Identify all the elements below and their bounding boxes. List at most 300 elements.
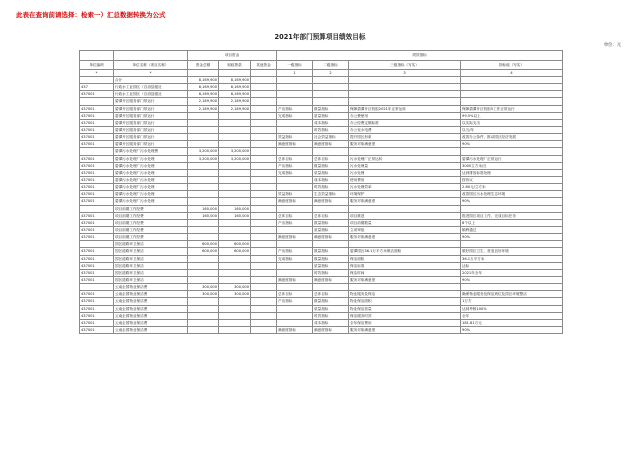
header-level2-indicator: 二级指标 — [313, 60, 349, 70]
level1-indicator-cell — [277, 269, 313, 276]
unit-name-cell: 碧潭开区服务部门常运行 — [114, 134, 188, 141]
indicator-value-cell — [461, 284, 563, 291]
fiscal-funds-cell: 3,200,000 — [219, 148, 251, 155]
unit-code-cell: 437001 — [80, 198, 114, 205]
other-funds-cell — [251, 305, 277, 312]
level3-indicator-cell: 环境保护 — [349, 191, 461, 198]
total-funds-cell — [188, 162, 219, 169]
level3-indicator-cell: 服务对象满意度 — [349, 198, 461, 205]
level1-indicator-cell — [277, 148, 313, 155]
level2-indicator-cell — [313, 84, 349, 91]
level1-indicator-cell — [277, 98, 313, 105]
other-funds-cell — [251, 155, 277, 162]
unit-code-cell: 437001 — [80, 162, 114, 169]
other-funds-cell — [251, 119, 277, 126]
table-row — [80, 98, 563, 105]
level1-indicator-cell — [277, 184, 313, 191]
fiscal-funds-cell — [219, 198, 251, 205]
unit-code-cell: 437001 — [80, 226, 114, 233]
total-funds-cell — [188, 226, 219, 233]
table-row — [80, 269, 563, 276]
level3-indicator-cell: 办公经费定额标准 — [349, 119, 461, 126]
total-funds-cell — [188, 269, 219, 276]
level3-indicator-cell: 污水处理厂正常运转 — [349, 155, 461, 162]
table-row — [80, 241, 563, 248]
unit-name-cell: 云南企园物业保洁费 — [114, 305, 188, 312]
fiscal-funds-cell — [219, 298, 251, 305]
level3-indicator-cell — [349, 205, 461, 212]
unit-name-cell: 云南企园物业保洁费 — [114, 291, 188, 298]
other-funds-cell — [251, 226, 277, 233]
other-funds-cell — [251, 276, 277, 283]
indicator-value-cell: 90% — [461, 141, 563, 148]
unit-name-cell: 项目前期工作经费 — [114, 226, 188, 233]
unit-code-cell: 437001 — [80, 298, 114, 305]
unit-code-cell: 437001 — [80, 119, 114, 126]
table-row — [80, 198, 563, 205]
level2-indicator-cell: 社会效益指标 — [313, 134, 349, 141]
level2-indicator-cell: 数量指标 — [313, 219, 349, 226]
total-funds-cell: 8,169,900 — [188, 91, 219, 98]
unit-name-cell: 云南企园物业保洁费 — [114, 326, 188, 333]
level3-indicator-cell: 碧潭园区36.1万平方米保洁面积 — [349, 248, 461, 255]
unit-name-cell: 云南企园物业保洁费 — [114, 319, 188, 326]
level2-indicator-cell: 生态效益指标 — [313, 191, 349, 198]
level3-indicator-cell: 物业保洁质量 — [349, 305, 461, 312]
table-row — [80, 234, 563, 241]
level2-indicator-cell: 质量指标 — [313, 112, 349, 119]
other-funds-cell — [251, 191, 277, 198]
unit-name-cell: 碧潭污水处理厂污水处理 — [114, 162, 188, 169]
level3-indicator-cell: 污水处理量 — [349, 162, 461, 169]
header-unit-name: 单位名称（项目名称） — [114, 60, 188, 70]
fiscal-funds-cell — [219, 134, 251, 141]
table-row — [80, 291, 563, 298]
indicator-value-cell: 1万方 — [461, 298, 563, 305]
total-funds-cell — [188, 184, 219, 191]
unit-code-cell: 437001 — [80, 126, 114, 133]
indicator-value-cell — [461, 241, 563, 248]
level1-indicator-cell — [277, 262, 313, 269]
table-row — [80, 319, 563, 326]
unit-code-cell: 437001 — [80, 91, 114, 98]
unit-name-cell: 云南企园物业保洁费 — [114, 312, 188, 319]
fiscal-funds-cell: 300,000 — [219, 291, 251, 298]
level3-indicator-cell — [349, 284, 461, 291]
level2-indicator-cell — [313, 205, 349, 212]
unit-name-cell: 行政水工业园区（自治县级社 — [114, 84, 188, 91]
level2-indicator-cell — [313, 91, 349, 98]
level3-indicator-cell: 立项审批 — [349, 226, 461, 233]
level2-indicator-cell: 满意度指标 — [313, 141, 349, 148]
other-funds-cell — [251, 162, 277, 169]
other-funds-cell — [251, 284, 277, 291]
level1-indicator-cell — [277, 77, 313, 84]
total-funds-cell — [188, 298, 219, 305]
indicator-value-cell: 90% — [461, 276, 563, 283]
indicator-value-cell — [461, 205, 563, 212]
level2-indicator-cell — [313, 284, 349, 291]
indicator-value-cell: 以实际支出 — [461, 119, 563, 126]
table-row — [80, 148, 563, 155]
total-funds-cell — [188, 319, 219, 326]
fiscal-funds-cell: 8,169,900 — [219, 91, 251, 98]
unit-name-cell: 园区道路环卫保洁 — [114, 248, 188, 255]
level2-indicator-cell: 质量指标 — [313, 226, 349, 233]
total-funds-cell: 160,000 — [188, 205, 219, 212]
unit-name-cell: 碧潭污水处理厂污水处理 — [114, 198, 188, 205]
total-funds-cell — [188, 255, 219, 262]
total-funds-cell: 300,000 — [188, 284, 219, 291]
fiscal-funds-cell — [219, 312, 251, 319]
fiscal-funds-cell — [219, 162, 251, 169]
table-row — [80, 312, 563, 319]
table-row — [80, 255, 563, 262]
unit-code-cell: 437001 — [80, 326, 114, 333]
table-row — [80, 134, 563, 141]
level2-indicator-cell: 满意度指标 — [313, 234, 349, 241]
level2-indicator-cell: 总体目标 — [313, 291, 349, 298]
level2-indicator-cell: 时效指标 — [313, 184, 349, 191]
unit-name-cell: 碧潭开区服务部门常运行 — [114, 126, 188, 133]
total-funds-cell: 2,189,900 — [188, 105, 219, 112]
total-funds-cell — [188, 198, 219, 205]
level2-indicator-cell — [313, 77, 349, 84]
total-funds-cell — [188, 176, 219, 183]
other-funds-cell — [251, 105, 277, 112]
table-row — [80, 205, 563, 212]
header-empty-code — [80, 51, 114, 61]
indicator-value-cell: 做好园区卫生，营造良好环境 — [461, 248, 563, 255]
unit-name-cell: 园区道路环卫保洁 — [114, 262, 188, 269]
fiscal-funds-cell — [219, 119, 251, 126]
fiscal-funds-cell — [219, 319, 251, 326]
other-funds-cell — [251, 176, 277, 183]
table-row — [80, 219, 563, 226]
indicator-value-cell — [461, 77, 563, 84]
other-funds-cell — [251, 91, 277, 98]
indicator-value-cell: 3000立方米/日 — [461, 162, 563, 169]
unit-code-cell: 437001 — [80, 191, 114, 198]
unit-name-cell: 碧潭开区服务部门常运行 — [114, 112, 188, 119]
fiscal-funds-cell — [219, 176, 251, 183]
fiscal-funds-cell — [219, 234, 251, 241]
level3-indicator-cell — [349, 148, 461, 155]
unit-name-cell: 行政水工业园区（自治县级社 — [114, 91, 188, 98]
indicator-value-cell: 181.81万元 — [461, 319, 563, 326]
unit-name-cell: 项目前期工作经费 — [114, 219, 188, 226]
total-funds-cell — [188, 134, 219, 141]
table-row — [80, 176, 563, 183]
other-funds-cell — [251, 184, 277, 191]
fiscal-funds-cell — [219, 262, 251, 269]
unit-name-cell: 云南企园物业保洁费 — [114, 284, 188, 291]
table-row — [80, 112, 563, 119]
total-funds-cell — [188, 262, 219, 269]
level1-indicator-cell: 效益指标 — [277, 191, 313, 198]
other-funds-cell — [251, 262, 277, 269]
level3-indicator-cell: 服务对象满意度 — [349, 141, 461, 148]
level3-indicator-cell: 保障碧潭开区机组2021年正常运转 — [349, 105, 461, 112]
level3-indicator-cell: 服务对象满意度 — [349, 276, 461, 283]
level3-indicator-cell — [349, 84, 461, 91]
total-funds-cell — [188, 219, 219, 226]
unit-code-cell — [80, 148, 114, 155]
unit-code-cell: 437001 — [80, 312, 114, 319]
fiscal-funds-cell — [219, 184, 251, 191]
level1-indicator-cell — [277, 205, 313, 212]
header-project-funds: 项目资金 — [188, 51, 277, 61]
indicator-value-cell: 达到排放标准处理 — [461, 169, 563, 176]
total-funds-cell — [188, 112, 219, 119]
level3-indicator-cell — [349, 241, 461, 248]
header-indicator-value: 指标值（写实） — [461, 60, 563, 70]
indicator-value-cell: 保障碧潭开区机组5工作正常运行 — [461, 105, 563, 112]
unit-code-cell — [80, 77, 114, 84]
level3-indicator-cell — [349, 77, 461, 84]
header-empty-name — [114, 51, 188, 61]
total-funds-cell — [188, 119, 219, 126]
level2-indicator-cell: 总体目标 — [313, 212, 349, 219]
fiscal-funds-cell — [219, 269, 251, 276]
index-row — [80, 70, 563, 77]
table-row — [80, 105, 563, 112]
unit-name-cell: 碧潭污水处理厂污水处理 — [114, 155, 188, 162]
index-cell: 3 — [349, 70, 461, 77]
level1-indicator-cell — [277, 176, 313, 183]
unit-name-cell: 碧潭开区服务部门常运行 — [114, 105, 188, 112]
level1-indicator-cell: 满意度指标 — [277, 234, 313, 241]
level2-indicator-cell — [313, 148, 349, 155]
index-cell: 2 — [313, 70, 349, 77]
unit-code-cell: 437001 — [80, 319, 114, 326]
unit-name-cell: 项目前期工作经费 — [114, 212, 188, 219]
indicator-value-cell — [461, 148, 563, 155]
unit-name-cell: 项目前期工作经费 — [114, 205, 188, 212]
unit-name-cell: 碧潭开区服务部门常运行 — [114, 119, 188, 126]
total-funds-cell — [188, 141, 219, 148]
table-row — [80, 91, 563, 98]
unit-code-cell: 437001 — [80, 248, 114, 255]
currency-unit-label: 单位：元 — [603, 43, 621, 48]
index-cell: * — [114, 70, 188, 77]
indicator-value-cell: 确保物业服务及保洁到位及园区环境整洁 — [461, 291, 563, 298]
table-body — [80, 70, 563, 334]
level1-indicator-cell: 产出指标 — [277, 105, 313, 112]
header-other-funds: 其他资金 — [251, 60, 277, 70]
level2-indicator-cell: 满意度指标 — [313, 198, 349, 205]
other-funds-cell — [251, 219, 277, 226]
level2-indicator-cell — [313, 241, 349, 248]
unit-code-cell: 437001 — [80, 105, 114, 112]
fiscal-funds-cell — [219, 219, 251, 226]
level3-indicator-cell — [349, 98, 461, 105]
level1-indicator-cell — [277, 284, 313, 291]
formula-notice: 此表在查询前请选择：检索一）汇总数据转换为公式 — [16, 11, 166, 19]
fiscal-funds-cell: 600,000 — [219, 248, 251, 255]
total-funds-cell — [188, 169, 219, 176]
unit-name-cell: 碧潭污水处理厂污水处理 — [114, 184, 188, 191]
table-row — [80, 191, 563, 198]
unit-code-cell: 437001 — [80, 276, 114, 283]
level1-indicator-cell: 总体目标 — [277, 291, 313, 298]
indicator-value-cell: 以当/年 — [461, 126, 563, 133]
level2-indicator-cell: 满意度指标 — [313, 276, 349, 283]
level3-indicator-cell: 全年保洁费用 — [349, 319, 461, 326]
level1-indicator-cell: 产出指标 — [277, 219, 313, 226]
table-row — [80, 212, 563, 219]
level2-indicator-cell: 时效指标 — [313, 269, 349, 276]
total-funds-cell — [188, 305, 219, 312]
table-row — [80, 326, 563, 333]
index-cell: * — [80, 70, 114, 77]
total-funds-cell: 600,000 — [188, 241, 219, 248]
table-row — [80, 262, 563, 269]
level3-indicator-cell: 办公室水电费 — [349, 126, 461, 133]
table-row — [80, 141, 563, 148]
table-row — [80, 119, 563, 126]
level2-indicator-cell: 数量指标 — [313, 298, 349, 305]
unit-code-cell — [80, 98, 114, 105]
fiscal-funds-cell: 160,000 — [219, 212, 251, 219]
indicator-value-cell: 达标 — [461, 262, 563, 269]
unit-name-cell: 园区道路环卫保洁 — [114, 255, 188, 262]
table-row — [80, 184, 563, 191]
indicator-value-cell: 达到考核100% — [461, 305, 563, 312]
index-cell: 4 — [461, 70, 563, 77]
total-funds-cell — [188, 312, 219, 319]
unit-name-cell: 园区道路环卫保洁 — [114, 276, 188, 283]
level2-indicator-cell: 质量指标 — [313, 262, 349, 269]
level2-indicator-cell: 数量指标 — [313, 248, 349, 255]
other-funds-cell — [251, 141, 277, 148]
other-funds-cell — [251, 326, 277, 333]
table-row — [80, 84, 563, 91]
total-funds-cell: 600,000 — [188, 248, 219, 255]
unit-name-cell: 云南企园物业保洁费 — [114, 298, 188, 305]
level2-indicator-cell — [313, 98, 349, 105]
indicator-value-cell: 推进园区项目工作，完成目标任务 — [461, 212, 563, 219]
fiscal-funds-cell: 2,189,900 — [219, 105, 251, 112]
table-row — [80, 276, 563, 283]
other-funds-cell — [251, 298, 277, 305]
unit-name-cell: 碧潭污水处理厂污水处理费 — [114, 148, 188, 155]
table-row — [80, 226, 563, 233]
unit-code-cell: 437001 — [80, 291, 114, 298]
level1-indicator-cell: 产出指标 — [277, 298, 313, 305]
table-row — [80, 305, 563, 312]
level1-indicator-cell: 产出指标 — [277, 248, 313, 255]
other-funds-cell — [251, 312, 277, 319]
unit-name-cell: 碧潭开区服务部门常运行 — [114, 141, 188, 148]
level1-indicator-cell — [277, 84, 313, 91]
unit-code-cell: 437001 — [80, 112, 114, 119]
unit-code-cell: 437001 — [80, 255, 114, 262]
level2-indicator-cell: 成本指标 — [313, 319, 349, 326]
level1-indicator-cell: 满意度指标 — [277, 326, 313, 333]
table-header-group-row — [80, 51, 563, 61]
total-funds-cell — [188, 234, 219, 241]
unit-code-cell — [80, 241, 114, 248]
header-total-funds: 资金总额 — [188, 60, 219, 70]
other-funds-cell — [251, 319, 277, 326]
level3-indicator-cell: 提升园区形象 — [349, 134, 461, 141]
other-funds-cell — [251, 291, 277, 298]
fiscal-funds-cell — [219, 276, 251, 283]
fiscal-funds-cell — [219, 326, 251, 333]
fiscal-funds-cell: 600,000 — [219, 241, 251, 248]
level3-indicator-cell: 使用费用 — [349, 176, 461, 183]
fiscal-funds-cell — [219, 126, 251, 133]
total-funds-cell — [188, 326, 219, 333]
fiscal-funds-cell: 8,169,900 — [219, 84, 251, 91]
header-level3-indicator: 三级指标（写实） — [349, 60, 461, 70]
other-funds-cell — [251, 126, 277, 133]
unit-code-cell: 437001 — [80, 169, 114, 176]
level1-indicator-cell: 产出指标 — [277, 162, 313, 169]
level3-indicator-cell: 物业服务及保洁 — [349, 291, 461, 298]
level1-indicator-cell — [277, 305, 313, 312]
level2-indicator-cell: 成本指标 — [313, 176, 349, 183]
unit-name-cell: 碧潭污水处理厂污水处理 — [114, 169, 188, 176]
other-funds-cell — [251, 212, 277, 219]
unit-name-cell: 碧潭污水处理厂污水处理 — [114, 191, 188, 198]
level2-indicator-cell: 总体目标 — [313, 155, 349, 162]
fiscal-funds-cell — [219, 305, 251, 312]
level1-indicator-cell: 完成指标 — [277, 112, 313, 119]
unit-name-cell: 园区道路环卫保洁 — [114, 269, 188, 276]
level2-indicator-cell: 质量指标 — [313, 169, 349, 176]
fiscal-funds-cell — [219, 169, 251, 176]
other-funds-cell — [251, 198, 277, 205]
table-row — [80, 298, 563, 305]
other-funds-cell — [251, 84, 277, 91]
total-funds-cell: 8,169,900 — [188, 77, 219, 84]
indicator-value-cell: 顺利通过 — [461, 226, 563, 233]
unit-name-cell: 项目前期工作经费 — [114, 234, 188, 241]
indicator-value-cell: 改善办公条件，推动园区经济发展 — [461, 134, 563, 141]
indicator-value-cell: 90% — [461, 198, 563, 205]
level2-indicator-cell: 数量指标 — [313, 105, 349, 112]
indicator-value-cell — [461, 84, 563, 91]
indicator-value-cell: 36.1万平方米 — [461, 255, 563, 262]
level2-indicator-cell: 质量指标 — [313, 305, 349, 312]
level1-indicator-cell: 效益指标 — [277, 134, 313, 141]
level2-indicator-cell: 时效指标 — [313, 126, 349, 133]
fiscal-funds-cell — [219, 226, 251, 233]
table-row — [80, 77, 563, 84]
level3-indicator-cell: 物业保洁面积 — [349, 298, 461, 305]
fiscal-funds-cell: 2,189,900 — [219, 98, 251, 105]
fiscal-funds-cell — [219, 112, 251, 119]
level1-indicator-cell: 满意度指标 — [277, 141, 313, 148]
other-funds-cell — [251, 169, 277, 176]
level3-indicator-cell: 保洁面积 — [349, 255, 461, 262]
level1-indicator-cell — [277, 241, 313, 248]
other-funds-cell — [251, 205, 277, 212]
unit-code-cell — [80, 205, 114, 212]
unit-code-cell: 437001 — [80, 141, 114, 148]
other-funds-cell — [251, 98, 277, 105]
total-funds-cell — [188, 191, 219, 198]
indicator-value-cell: 碧潭污水处理厂正常运行 — [461, 155, 563, 162]
indicator-value-cell: 2.80元/立方米 — [461, 184, 563, 191]
level3-indicator-cell: 服务对象满意度 — [349, 234, 461, 241]
other-funds-cell — [251, 134, 277, 141]
index-cell — [188, 70, 219, 77]
fiscal-funds-cell — [219, 191, 251, 198]
level1-indicator-cell — [277, 319, 313, 326]
